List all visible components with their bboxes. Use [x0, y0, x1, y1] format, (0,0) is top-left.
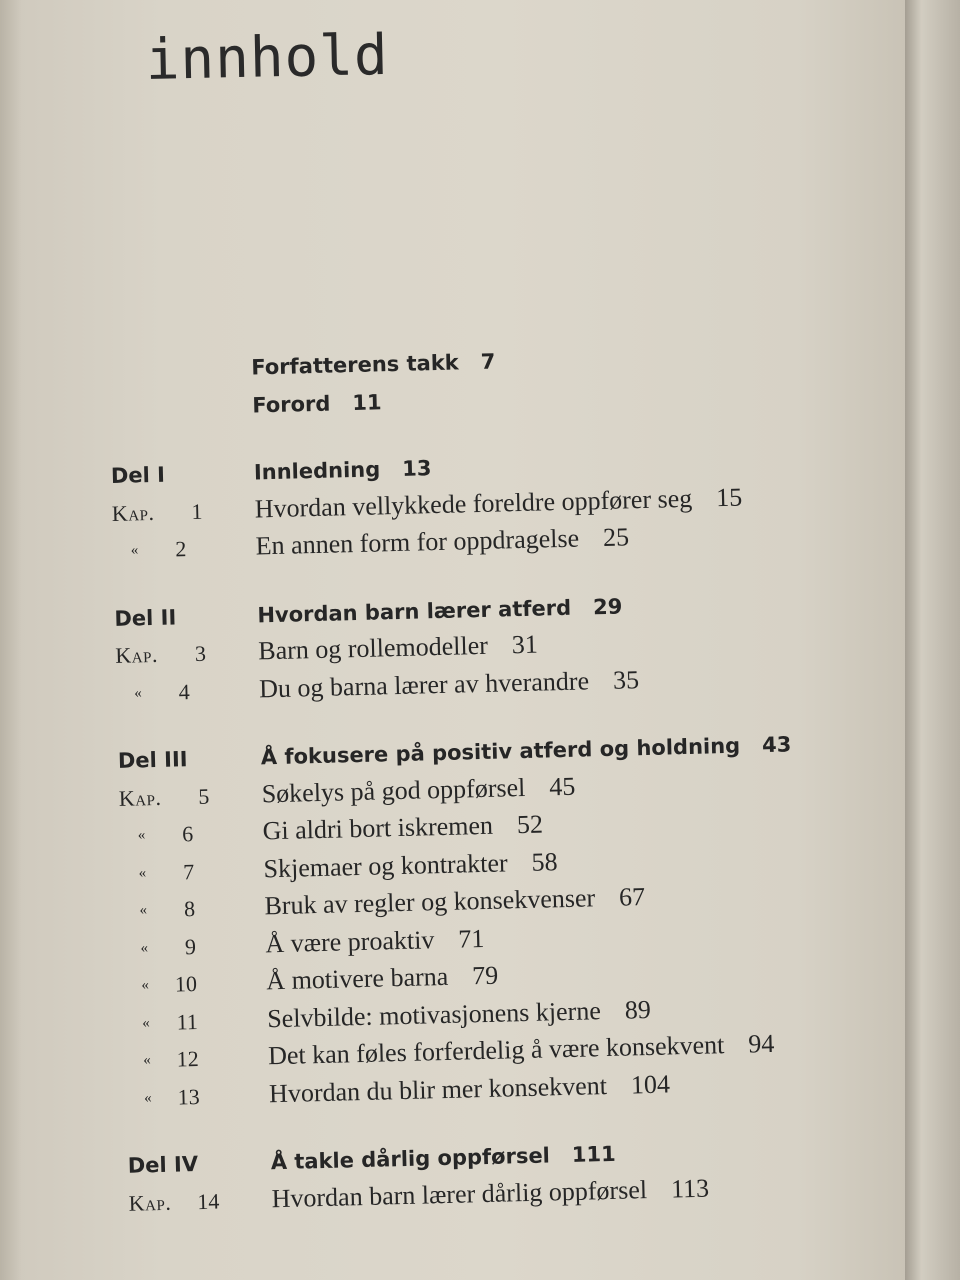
part-label: Del I: [110, 462, 166, 488]
table-of-contents: [108, 336, 889, 1224]
chapter-label: « 11: [142, 1008, 199, 1035]
part-label: Del IV: [127, 1152, 199, 1178]
page-number: 89: [624, 994, 652, 1025]
page-number: 71: [457, 923, 485, 954]
page-number: 111: [571, 1141, 616, 1167]
chapter-title: Hvordan barn lærer dårlig oppførsel 113: [271, 1173, 710, 1213]
page-number: 113: [670, 1173, 710, 1203]
page-number: 31: [511, 629, 539, 660]
page-number: 7: [480, 349, 496, 374]
chapter-label: « 9: [140, 933, 197, 959]
page-number: 13: [401, 456, 432, 481]
chapter-label: « 10: [141, 971, 198, 997]
chapter-label: Kap. 1: [111, 498, 203, 526]
chapter-label: « 4: [134, 678, 191, 704]
page-number: 35: [612, 664, 640, 695]
chapter-title: Skjemaer og kontrakter 58: [263, 846, 558, 883]
page-spine-shadow: [0, 0, 22, 1280]
chapter-label: Kap. 3: [115, 640, 207, 668]
chapter-title: Det kan føles forferdelig å være konsekvent 94: [267, 1028, 775, 1071]
chapter-label: « 7: [138, 858, 195, 884]
chapter-label: « 12: [143, 1045, 200, 1072]
page-number: 11: [352, 389, 382, 415]
chapter-title: Hvordan du blir mer konsekvent 104: [268, 1068, 671, 1108]
chapter-title: Å være proaktiv 71: [265, 923, 485, 958]
part-label: Del II: [114, 604, 177, 631]
chapter-label: « 6: [137, 821, 194, 847]
part-label: Del III: [117, 747, 188, 773]
part-title: Å fokusere på positiv atferd og holdning 43: [260, 732, 792, 770]
chapter-label: « 8: [139, 896, 196, 922]
chapter-title: Selvbilde: motivasjonens kjerne 89: [266, 994, 652, 1033]
page-number: 43: [761, 732, 792, 758]
chapter-title: Søkelys på god oppførsel 45: [261, 771, 576, 808]
chapter-title: Du og barna lærer av hverandre 35: [258, 664, 640, 703]
page-number: 45: [548, 771, 576, 801]
adjacent-page-edge: [905, 0, 960, 1280]
chapter-label: Kap. 14: [128, 1188, 220, 1216]
page-number: 58: [531, 846, 558, 877]
contents-heading: innhold: [145, 22, 390, 93]
chapter-title: Barn og rollemodeller 31: [257, 629, 539, 666]
entry-title: Forfatterens takk 7: [251, 349, 496, 380]
part-title: Hvordan barn lærer atferd 29: [257, 594, 623, 627]
entry-title: Forord 11: [251, 389, 382, 417]
chapter-title: Hvordan vellykkede foreldre oppfører seg 15: [254, 482, 743, 523]
page-number: 15: [715, 482, 743, 512]
page-number: 94: [747, 1028, 775, 1059]
page-number: 25: [602, 522, 630, 552]
chapter-title: Bruk av regler og konsekvenser 67: [264, 882, 646, 921]
part-title: Å takle dårlig oppførsel 111: [270, 1141, 616, 1175]
chapter-label: « 13: [143, 1083, 200, 1110]
page-number: 104: [630, 1068, 671, 1099]
part-title: Innledning 13: [253, 456, 432, 485]
chapter-label: Kap. 5: [118, 783, 210, 811]
chapter-title: Å motivere barna 79: [265, 960, 499, 996]
chapter-title: Gi aldri bort iskremen 52: [262, 809, 544, 846]
page-number: 52: [516, 809, 544, 840]
chapter-title: En annen form for oppdragelse 25: [255, 522, 630, 561]
page-number: 29: [592, 594, 623, 619]
chapter-label: « 2: [130, 536, 187, 562]
page-number: 79: [471, 960, 499, 991]
page-number: 67: [618, 882, 646, 912]
